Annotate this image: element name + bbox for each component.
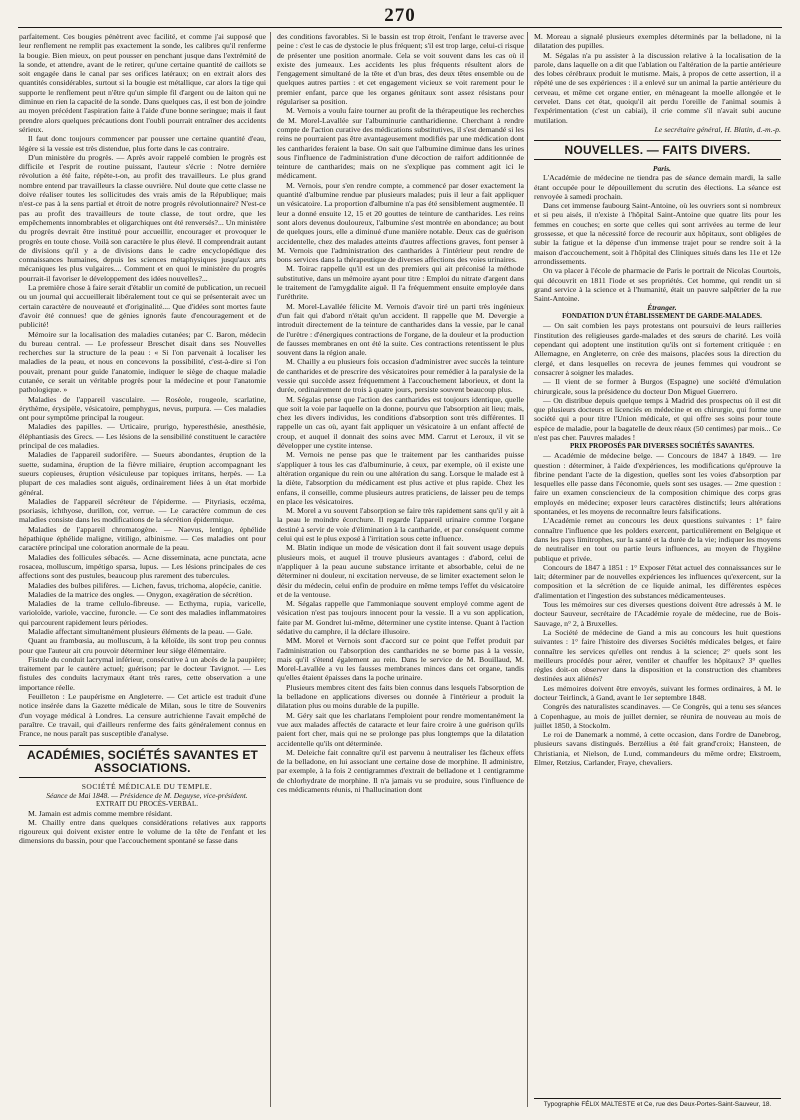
article-paragraph: M. Toirac rappelle qu'il est un des premiers qui ait préconisé la méthode substitutive, dans un mémoire ayant pour titre : Emploi du nitrate d'argent dans le traitement de l'amygdalite aiguë. Il l'a fréquemment ensuite employée dans l'uréthrite. [277, 264, 524, 302]
article-paragraph: Mémoire sur la localisation des maladies cutanées; par C. Baron, médecin du bureau central. — Le professeur Breschet disait dans ses Nouvelles recherches sur la structure de la peau : « Si l'on parvenait à localiser les maladies de la peau, et nous en concevons la possibilité, c'est-à-dire si l'on pouvait, prenant pour guide l'anatomie, indiquer le siège de chaque maladie cutanée, ce serait un véritable progrès pour la médecine et pour l'anatomie pathologique. » [19, 329, 266, 395]
fondation-title: FONDATION D'UN ÉTABLISSEMENT DE GARDE-MALADES. [562, 312, 762, 321]
article-paragraph: Maladies des bulbes pilifères. — Lichen, favus, trichoma, alopécie, canitie. [28, 580, 262, 590]
article-paragraph: M. Ségalas pense que l'action des cantharides est toujours identique, quelle que soit la voie par laquelle on la donne, pourvu que l'absorption ait lieu; mais, chez les divers individus, les conditions d'absorption sont très différentes. Il rappelle un cas où, ayant fait appliquer un vésicatoire à un enfant affecté de croup, et auquel il donnait des soins avec MM. Carrut et Leroux, il vit se développer une cystite intense. [277, 394, 524, 451]
column-left [19, 32, 266, 1104]
article-paragraph: M. Jamain est admis comme membre résidant. [28, 808, 173, 818]
article-paragraph: Maladies de l'appareil sécréteur de l'épiderme. — Pityriasis, eczéma, psoriasis, ichthyose, durillon, cor, verrue. — Le caractère commun de ces maladies consiste dans les modifications de la sécrétion épidermique. [19, 496, 266, 525]
article-paragraph: — Il vient de se former à Burgos (Espagne) une société d'émulation chirurgicale, sous la présidence du docteur Don Miguel Guerrero. [534, 377, 781, 396]
article-paragraph: Maladies des follicules sébacés. — Acne disseminata, acne punctata, acne rosacea, molluscum, impétigo sparsa, lupus. — Les lésions principales de ces affections sont des pustules, beaucoup plus rarement des tubercules. [19, 552, 266, 581]
article-paragraph: M. Morel a vu souvent l'absorption se faire très rapidement sans qu'il y ait à la peau le moindre écorchure. Il regarde l'appareil urinaire comme l'organe destiné à servir de voie d'élimination à la cantharide, et par conséquent comme celui qui est le plus exposé à l'irritation sous cette influence. [277, 506, 524, 544]
article-paragraph: Tous les mémoires sur ces diverses questions doivent être adressés à M. le docteur Sauveur, secrétaire de l'Académie royale de médecine, rue de Bois-Sauvage, n° 2, à Bruxelles. [534, 600, 781, 628]
article-paragraph: M. Morel-Lavallée félicite M. Vernois d'avoir tiré un parti très ingénieux d'un fait qui d'abord n'était qu'un accident. Il rappelle que M. Devergie a introduit directement de la teinture de cantharides dans la vessie, par le canal de l'urètre : d'énergiques contractions de l'organe, de la douleur et la production de fausses membranes en ont été la suite. Ces contractions retentissent le plus souvent dans la région anale. [277, 301, 524, 358]
article-paragraph: M. Géry sait que les charlatans l'emploient pour rendre momentanément la vue aux malades affectés de cataracte et leur faire croire à une guérison qu'ils paient fort cher, mais qui ne se prolonge pas plus longtemps que la dilatation accidentelle qu'ils ont déterminée. [277, 710, 524, 748]
column-divider-left [270, 32, 271, 1107]
article-paragraph: M. Blatin indique un mode de vésication dont il fait souvent usage depuis plusieurs mois, et auquel il trouve plusieurs avantages : d'abord, celui de n'appliquer à la peau aucune substance irritante et absorbable, celui de ne déterminer ni douleur, ni excitation nerveuse, de se limiter exactement selon le désir du médecin, celui enfin de produire en même temps l'effet du vésicatoire et de la ventouse. [277, 543, 524, 599]
article-paragraph: M. Chailly a eu plusieurs fois occasion d'administrer avec succès la teinture de cantharides et de prescrire des vésicatoires pour remédier à la paralysie de la vessie qui succède assez fréquemment à l'accouchement laborieux, et dont la durée, ordinairement de trois à quatre jours, persiste souvent beaucoup plus. [277, 357, 524, 395]
article-paragraph: Feuilleton : Le paupérisme en Angleterre. — Cet article est traduit d'une notice insérée dans la Gazette médicale de Milan, sous le titre de Souvenirs d'un voyage médical à Londres. La censure autrichienne l'avait empêché de paraître. Ce travail, qui d'ailleurs renferme des faits généralement connus en France, ne nous paraît pas susceptible d'analyse. [19, 692, 266, 739]
article-paragraph: Maladies de l'appareil sudorifère. — Sueurs abondantes, éruption de la suette, sudamina, éruption de la fièvre miliaire, éruption accompagnant les sueurs copieuses, éruption vésiculeuse par topiques irritans, herpès. — La plupart de ces maladies sont aiguës, ordinairement liées à un état morbide général. [19, 450, 266, 497]
article-paragraph: D'un ministère du progrès. — Après avoir rappelé combien le progrès est difficile et l'esprit de routine puissant, l'auteur s'écrie : Notre dernière révolution a été faite, répète-t-on, au profit des travailleurs. Le plus grand nombre entend par travailleurs la classe ouvrière. Nul doute que cette classe ne doive réaliser toutes les sollicitudes des vrais amis de la République; mais n'est-ce pas à la sens partial et étroit de notre progrès révolutionnaire? N'est-ce pas au profit des travailleurs de toute classe, de tout ordre, que les empêchements innombrables et oligarchiques ont été renversés?... Un ministère du progrès devrait être institué pour accueillir, encourager et provoquer le progrès en toute chose. Voilà son caractère le plus élevé. Il comprendrait autant de divisions qu'il y a de divisions dans le cadre encyclopédique des connaissances humaines, depuis les sciences métaphysiques jusqu'aux arts mécaniques les plus vulgaires.... Comment et en quoi le ministère du progrès pourrait-il favoriser le développement des idées nouvelles?... [19, 152, 266, 283]
section-title-nouvelles: NOUVELLES. — FAITS DIVERS. [534, 140, 781, 160]
section-title-academies: ACADÉMIES, SOCIÉTÉS SAVANTES ET ASSOCIATIONS. [19, 745, 266, 778]
article-paragraph: Concours de 1847 à 1851 : 1° Exposer l'état actuel des connaissances sur le lait; déterminer par de nouvelles expériences les influences qu'exercent, sur la composition et la sécrétion de ce liquide animal, les différentes espèces d'alimentation et l'ingestion des substances médicamenteuses. [534, 562, 781, 600]
article-paragraph: Il faut donc toujours commencer par pousser une certaine quantité d'eau, légère si la vessie est très distendue, plus forte dans le cas contraire. [19, 134, 266, 153]
article-paragraph: M. Ségalas rappelle que l'ammoniaque souvent employé comme agent de vésication n'est pas toujours innocent pour la vessie. Il a vu son application, faite par M. Gondret lui-même, déterminer une cystite intense. Quant à l'action sédative du camphre, il la déclare illusoire. [277, 599, 524, 636]
article-paragraph: MM. Morel et Vernois sont d'accord sur ce point que l'effet produit par l'administration ou l'absorption des cantharides ne se borne pas à la vessie, mais qu'il s'étend également au rein. Dans le service de M. Bouillaud, M. Morel-Lavallée a vu les fausses membranes minces dans cet organe, tandis qu'elles étaient épaisses dans la poche urinaire. [277, 636, 524, 683]
column-middle [277, 32, 524, 1104]
article-paragraph: Maladies des papilles. — Urticaire, prurigo, hyperesthésie, anesthésie, éléphantiasis des Grecs. — Les lésions de la sensibilité constituent le caractère principal de ces maladies. [19, 422, 266, 451]
article-paragraph: Maladies de l'appareil chromatogène. — Naevus, lentigo, éphélide hépathique éphélide maligne, vitiligo, albinisme. — Ces maladies ont pour caractère principal une coloration anormale de la peau. [19, 524, 266, 553]
printer-imprint: Typographie FÉLIX MALTESTE et Ce, rue des Deux-Portes-Saint-Sauveur, 18. [534, 1098, 781, 1108]
article-paragraph: Fistule du conduit lacrymal inférieur, consécutive à un abcès de la paupière; traitement par le cautère actuel; guérison; par le docteur Tavignot. — Les fistules des conduits lacrymaux étant très rares, cette observation a une importance réelle. [19, 654, 266, 692]
column-divider-right [527, 32, 528, 1107]
article-paragraph: — On distribue depuis quelque temps à Madrid des prospectus où il est dit que plusieurs docteurs et licenciés en médecine et en chirurgie, qui forme une société qui a pour titre l'Union médicale, et qui offre ses soins pour toute espèce de maladie, pour la bagatelle de deux réaux (50 centimes) par mois... Ce n'est pas cher. Pauvres malades ! [534, 395, 781, 442]
article-paragraph: M. Chailly entre dans quelques considérations relatives aux rapports rigoureux qui doivent exister entre le volume de la tête de l'enfant et les dimensions du bassin, pour que l'accouchement spontané se fasse dans [19, 817, 266, 846]
article-paragraph: M. Ségalas n'a pu assister à la discussion relative à la localisation de la parole, dans laquelle on a dit que l'ablation ou l'altération de la partie antérieure des lobes cérébraux produit le mutisme. Mais, à propos de cette assertion, il a répété une de ses expériences : il a enlevé sur un animal la partie antérieure du cerveau, et même cet organe entier, en ménageant la moelle allongée et le cervelet. Dans cet état, quoiqu'il ait perdu l'oreille de l'animal soumis à l'expérimentation (c'est un cabiai), il crie comme s'il n'avait subi aucune mutilation. [534, 50, 781, 125]
article-paragraph: Maladie affectant simultanément plusieurs éléments de la peau. — Gale. [28, 627, 253, 636]
article-paragraph: L'Académie de médecine ne tiendra pas de séance demain mardi, la salle étant occupée pour le dépouillement du scrutin des élections. La séance est renvoyée à samedi prochain. [534, 173, 781, 201]
subsection-etranger: Étranger. [647, 303, 677, 313]
article-paragraph: des conditions favorables. Si le bassin est trop étroit, l'enfant le traverse avec peine : c'est le cas de dystocie le plus fréquent; s'il est trop large, celui-ci risque de présenter une position anormale. Cela se voit souvent dans les cas où il existe des jumeaux. Les accidents les plus fréquents résultent alors de l'engagement simultané de la tête et d'un bras, des deux têtes ensemble ou de quelques autres parties : et cet engagement vicieux se voit rarement pour le premier enfant, parce que les organes génitaux sont assez résistans pour régulariser sa position. [277, 32, 524, 107]
article-paragraph: parfaitement. Ces bougies pénètrent avec facilité, et comme j'ai supposé que leur renflement ne remplit pas exactement la sonde, les calibres qu'il renferme la bougie. Bien mieux, on peut pousser en penchant jusque dans l'extrémité de la sonde, et attendre, avant de le retirer, qu'une certaine quantité de caillots se soit engagée dans le canal par ses orifices latéraux; on en extrait alors des quantités considérables, surtout si la bougie est métallique, car alors la tige qui supporte le renflement peut n'être qu'un simple fil d'argent ou de laiton qui ne diminue en rien la capacité de la sonde. Dans quelques cas, il est bon de joindre au moyen précédent l'aspiration faite à l'aide d'une bonne seringue; mais il faut prendre alors quelques précautions dont l'oubli pourrait entraîner des accidents sérieux. [19, 32, 266, 134]
article-paragraph: Maladies de la trame cellulo-fibreuse. — Ecthyma, rupia, varicelle, varioloïde, variole, vaccine, furoncle. — Ce sont des maladies inflammatoires qui parcourent rapidement leurs périodes. [19, 599, 266, 627]
society-extract: EXTRAIT DU PROCÈS-VERBAL. [96, 799, 198, 808]
article-paragraph: M. Vernois ne pense pas que le traitement par les cantharides puisse s'appliquer à tous les cas d'albuminurie, à ceux, par exemple, où il existe une altération organique du rein ou une altération du sang. Lorsque le malade est à la diète, l'absorption du médicament est plus active et plus rapide. Chez les enfans, il conseille, comme plusieurs autres praticiens, de laisser peu de temps en place les vésicatoires. [277, 450, 524, 506]
article-paragraph: Maladies de l'appareil vasculaire. — Roséole, rougeole, scarlatine, érythème, érysipèle, vésicatoire, pemphygus, nevus, purpura. — Ces maladies ont pour symptôme principal la rougeur. [19, 394, 266, 423]
article-paragraph: Les mémoires doivent être envoyés, suivant les formes ordinaires, à M. le docteur Teirlinck, à Gand, avant le 1er septembre 1848. [534, 683, 781, 702]
article-paragraph: Le roi de Danemark a nommé, à cette occasion, dans l'ordre de Danebrog, plusieurs savans distingués. Berzélius a été fait grand'croix; Hansteen, de Christiania, et Nielson, de Lund, commandeurs du même ordre; Ekstroem, Elmer, Retzius, Carlander, Fraye, chevaliers. [534, 730, 781, 768]
article-paragraph: M. Vernois, pour s'en rendre compte, a commencé par doser exactement la quantité d'albumine rendue par plusieurs malades; puis il leur a fait appliquer un vésicatoire. La proportion d'albumine n'a pas été sensiblement augmentée. Il leur a donné ensuite 12, 15 et 20 gouttes de teinture de cantharides. Les reins sont alors devenus douloureux, l'albumine s'est montrée en abondance; au bout de quelques jours, elle a diminué d'une manière notable. Deux cas de guérison accidentelle, chez des malades atteints d'autres affections graves, font penser à M. Vernois que l'administration des cantharides à l'intérieur peut rendre de bons services dans la thérapeutique de diverses affections des voies urinaires. [277, 180, 524, 265]
article-paragraph: M. Moreau a signalé plusieurs exemples déterminés par la belladone, ni la dilatation des pupilles. [534, 32, 781, 51]
article-paragraph: — Académie de médecine belge. — Concours de 1847 à 1849. — 1re question : déterminer, à l'aide d'expériences, les modifications qu'éprouve la fibrine pendant l'acte de la digestion, quelles sont les voies d'absorption par lesquelles elle passe dans l'économie, quels sont ses usages. — 2me question : faire un examen consciencieux de la composition chimique des corps gras employés en médecine; exposer leurs caractères distinctifs; leurs altérations spontanées, et les moyens de reconnaître leurs falsifications. [534, 451, 781, 517]
subsection-paris: Paris. [652, 164, 672, 174]
prix-title: PRIX PROPOSÉS PAR DIVERSES SOCIÉTÉS SAVANTES. [570, 442, 754, 451]
article-paragraph: Maladies de la matrice des ongles. — Onygon, exagération de sécrétion. [28, 589, 253, 599]
article-paragraph: Quant au frambœsia, au molluscum, à la kéloïde, ils sont trop peu connus pour que l'auteur ait cru pouvoir déterminer leur siège élémentaire. [19, 636, 266, 655]
society-name: SOCIÉTÉ MÉDICALE DU TEMPLE. [81, 781, 213, 791]
article-paragraph: L'Académie remet au concours les deux questions suivantes : 1° faire connaître l'influence que les polders exercent, particulièrement en Belgique et dans les pays limitrophes, sur la santé et la durée de la vie; indiquer les moyens de neutraliser en tout ou partie leurs influences, au moyen de l'hygiène publique et privée. [534, 516, 781, 563]
article-paragraph: Plusieurs membres citent des faits bien connus dans lesquels l'absorption de la belladone en applications diverses ou donnée à l'intérieur a produit la dilatation plus ou moins durable de la pupille. [277, 682, 524, 711]
article-paragraph: — On sait combien les pays protestans ont poursuivi de leurs railleries l'institution des religieuses garde-malades et des sœurs de charité. Les voilà cependant qui adoptent une institution qu'ils ont si fortement critiquée : en Allemagne, en Angleterre, on crée des maisons, placées sous la direction du clergé, et dans lesquelles on recevra de jeunes femmes qui voudront se consacrer à soigner les malades. [534, 321, 781, 377]
article-paragraph: Congrès des naturalistes scandinaves. — Ce Congrès, qui a tenu ses séances à Copenhague, au mois de juillet dernier, se réunira de nouveau au mois de juillet 1850, à Stockolm. [534, 702, 781, 730]
article-paragraph: On va placer à l'école de pharmacie de Paris le portrait de Nicolas Courtois, qui découvrit en 1811 l'iode et ses propriétés. Cet homme, qui rendit un si grand service à la science et à l'humanité, était un pauvre salpêtrier de la rue Saint-Antoine. [534, 266, 781, 304]
article-paragraph: M. Vernois a voulu faire tourner au profit de la thérapeutique les recherches de M. Morel-Lavallée sur l'albuminurie cantharidienne. Cherchant à rendre compte de l'action curative des médications substitutives, il s'est demandé si les reins ne pourraient pas être avantageusement modifiés par une médication dont les cantharides feraient la base. On sait que l'albumine diminue dans les urines sous l'influence de l'administration d'une décoction de raifort additionnée de teinture de cantharides; mais on ne s'explique pas comment agit ici le médicament. [277, 106, 524, 181]
article-paragraph: Dans cet immense faubourg Saint-Antoine, où les ouvriers sont si nombreux et si peu aisés, il n'existe à l'hôpital Saint-Antoine que quatre lits pour les femmes en couches; en sorte que celles qui sont arrivées au terme de leur grossesse, et que la nécessité force de recourir aux hôpitaux, sont obligées de subir la fatigue et la dépense d'un immense trajet pour se rendre soit à la maison d'accouchement, soit à l'hôpital des Cliniques situés dans les 11e et 12e arrondissements. [534, 201, 781, 266]
article-paragraph: La première chose à faire serait d'établir un comité de publication, un recueil ou un journal qui accueillerait libéralement tout ce qui se présenterait avec un certain caractère de nouveauté et d'originalité.... Que d'idées sont mortes faute d'avoir été connues! que de génies ignorés faute d'encouragement et de publicité! [19, 283, 266, 330]
header-rule [18, 27, 782, 28]
secretary-signature: Le secrétaire général, H. Blatin, d.-m.-p. [654, 124, 781, 134]
article-paragraph: M. Deleiche fait connaître qu'il est parvenu à neutraliser les fâcheux effets de la belladone, en lui associant une certaine dose de morphine. Il administre, par exemple, à la fois 2 centigrammes d'extrait de belladone et 1 centigramme de chlorhydrate de morphine. Il n'a jamais vu se produire, sous l'influence de ces médicaments réunis, ni l'hallucination dont [277, 747, 524, 795]
page-number: 270 [384, 5, 416, 26]
article-paragraph: La Société de médecine de Gand a mis au concours les huit questions suivantes : 1° faire l'histoire des diverses Sociétés médicales belges, et faire connaître les services qu'elles ont rendus à la science; 2° quels sont les meilleurs procédés pour aérer, ventiler et chauffer les hôpitaux? 3° quelles règles doit-on observer dans la disposition et la construction des chambres destinées aux aliénés? [534, 627, 781, 684]
society-session: Séance de Mai 1848. — Présidence de M. Deguyse, vice-président. [46, 790, 248, 800]
column-right [534, 32, 781, 1092]
